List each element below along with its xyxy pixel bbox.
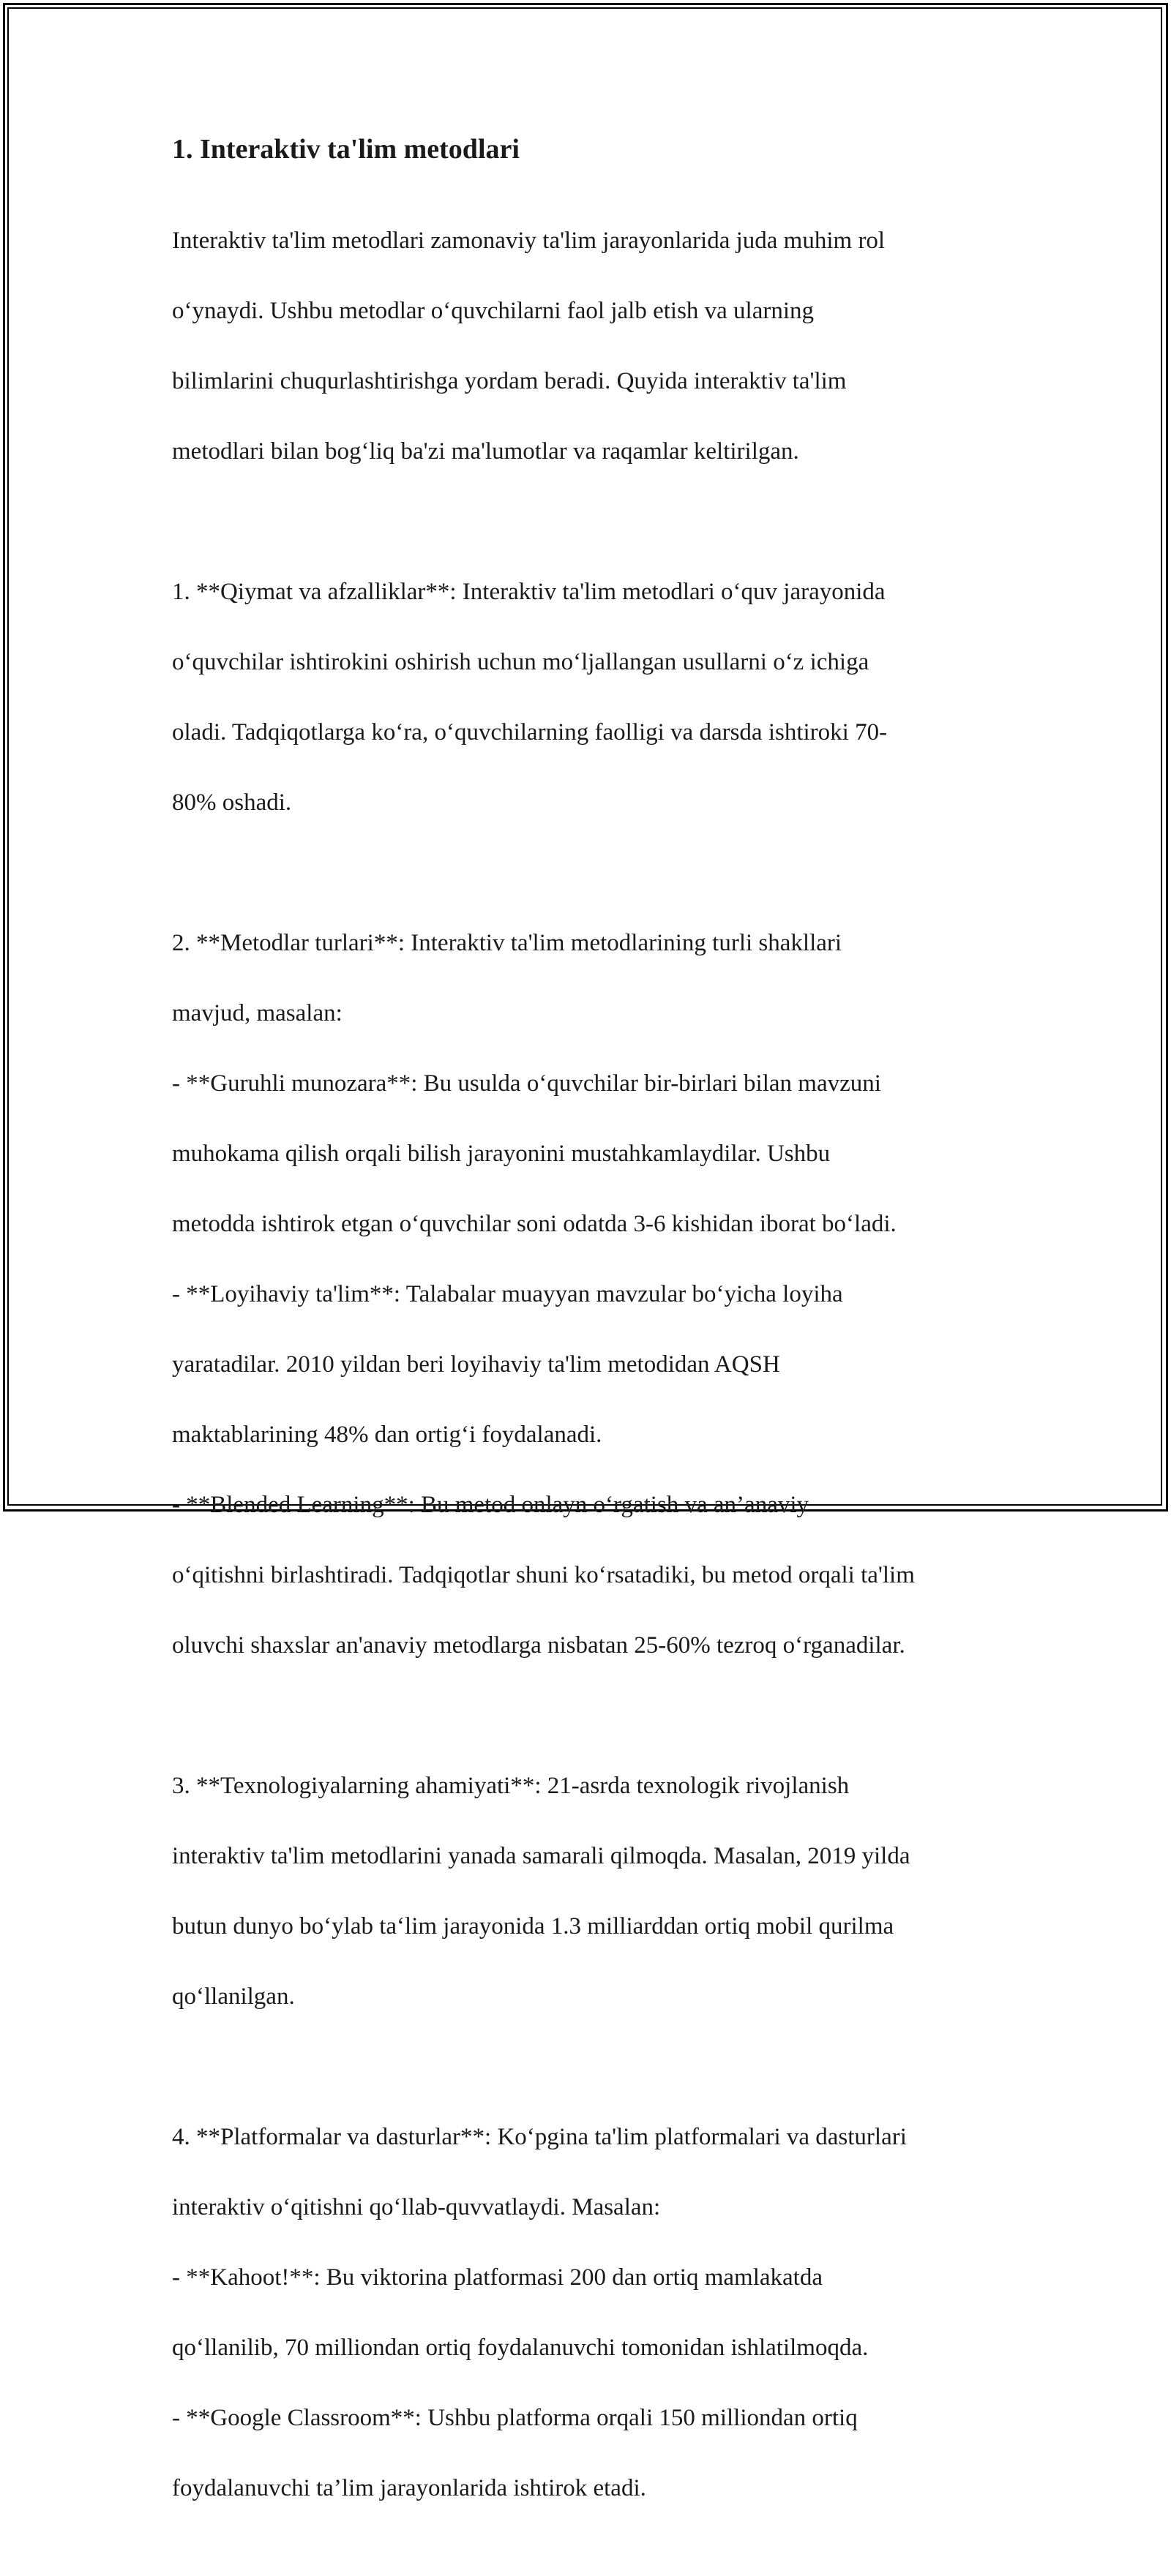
text-line: oluvchi shaxslar an'anaviy metodlarga nisbatan 25-60% tezroq o‘rganadilar. <box>172 1632 905 1659</box>
text-line: 4. **Platformalar va dasturlar**: Ko‘pgina ta'lim platformalari va dasturlari <box>172 2124 907 2151</box>
text-line: o‘qitishni birlashtiradi. Tadqiqotlar shuni ko‘rsatadiki, bu metod orqali ta'lim <box>172 1562 915 1589</box>
text-line: foydalanuvchi ta’lim jarayonlarida ishtirok etadi. <box>172 2475 646 2502</box>
section-1-paragraph <box>172 539 1021 855</box>
text-line: maktablarining 48% dan ortig‘i foydalanadi. <box>172 1422 602 1449</box>
document-body <box>172 132 1021 2576</box>
text-line: metodlari bilan bog‘liq ba'zi ma'lumotlar va raqamlar keltirilgan. <box>172 438 799 465</box>
text-line: 1. **Qiymat va afzalliklar**: Interaktiv ta'lim metodlari o‘quv jarayonida <box>172 579 886 606</box>
text-line: bilimlarini chuqurlashtirishga yordam beradi. Quyida interaktiv ta'lim <box>172 368 847 395</box>
text-line: interaktiv ta'lim metodlarini yanada samarali qilmoqda. Masalan, 2019 yilda <box>172 1843 910 1870</box>
text-line: 80% oshadi. <box>172 789 292 816</box>
text-line: 2. **Metodlar turlari**: Interaktiv ta'lim metodlarining turli shakllari <box>172 930 842 957</box>
text-line: mavjud, masalan: <box>172 1000 343 1027</box>
text-line: - **Loyihaviy ta'lim**: Talabalar muayyan mavzular bo‘yicha loyiha <box>172 1281 843 1308</box>
text-line: 3. **Texnologiyalarning ahamiyati**: 21-asrda texnologik rivojlanish <box>172 1773 850 1800</box>
section-4-paragraph <box>172 2084 1021 2541</box>
text-line: o‘quvchilar ishtirokini oshirish uchun mo‘ljallangan usullarni o‘z ichiga <box>172 649 869 676</box>
text-line: Interaktiv ta'lim metodlari zamonaviy ta'lim jarayonlarida juda muhim rol <box>172 228 886 255</box>
text-line: interaktiv o‘qitishni qo‘llab-quvvatlaydi. Masalan: <box>172 2194 661 2221</box>
text-line: qo‘llanilib, 70 milliondan ortiq foydalanuvchi tomonidan ishlatilmoqda. <box>172 2335 869 2362</box>
section-2-paragraph <box>172 890 1021 1698</box>
text-line: qo‘llanilgan. <box>172 1983 295 2010</box>
intro-paragraph <box>172 188 1021 504</box>
text-line: yaratadilar. 2010 yildan beri loyihaviy ta'lim metodidan AQSH <box>172 1351 780 1378</box>
text-line: o‘ynaydi. Ushbu metodlar o‘quvchilarni faol jalb etish va ularning <box>172 298 815 325</box>
text-line: metodda ishtirok etgan o‘quvchilar soni odatda 3-6 kishidan iborat bo‘ladi. <box>172 1211 897 1238</box>
text-line: muhokama qilish orqali bilish jarayonini mustahkamlaydilar. Ushbu <box>172 1141 831 1168</box>
section-heading: 1. Interaktiv ta'lim metodlari <box>172 134 520 165</box>
text-line: butun dunyo bo‘ylab ta‘lim jarayonida 1.3 milliarddan ortiq mobil qurilma <box>172 1913 894 1940</box>
text-line: - **Google Classroom**: Ushbu platforma orqali 150 milliondan ortiq <box>172 2405 858 2432</box>
text-line: - **Blended Learning**: Bu metod onlayn o‘rgatish va an’anaviy <box>172 1492 809 1519</box>
text-line: - **Kahoot!**: Bu viktorina platformasi 200 dan ortiq mamlakatda <box>172 2264 823 2291</box>
text-line: - **Guruhli munozara**: Bu usulda o‘quvchilar bir-birlari bilan mavzuni <box>172 1070 881 1097</box>
text-line: oladi. Tadqiqotlarga ko‘ra, o‘quvchilarning faolligi va darsda ishtiroki 70- <box>172 719 888 746</box>
section-3-paragraph <box>172 1733 1021 2049</box>
